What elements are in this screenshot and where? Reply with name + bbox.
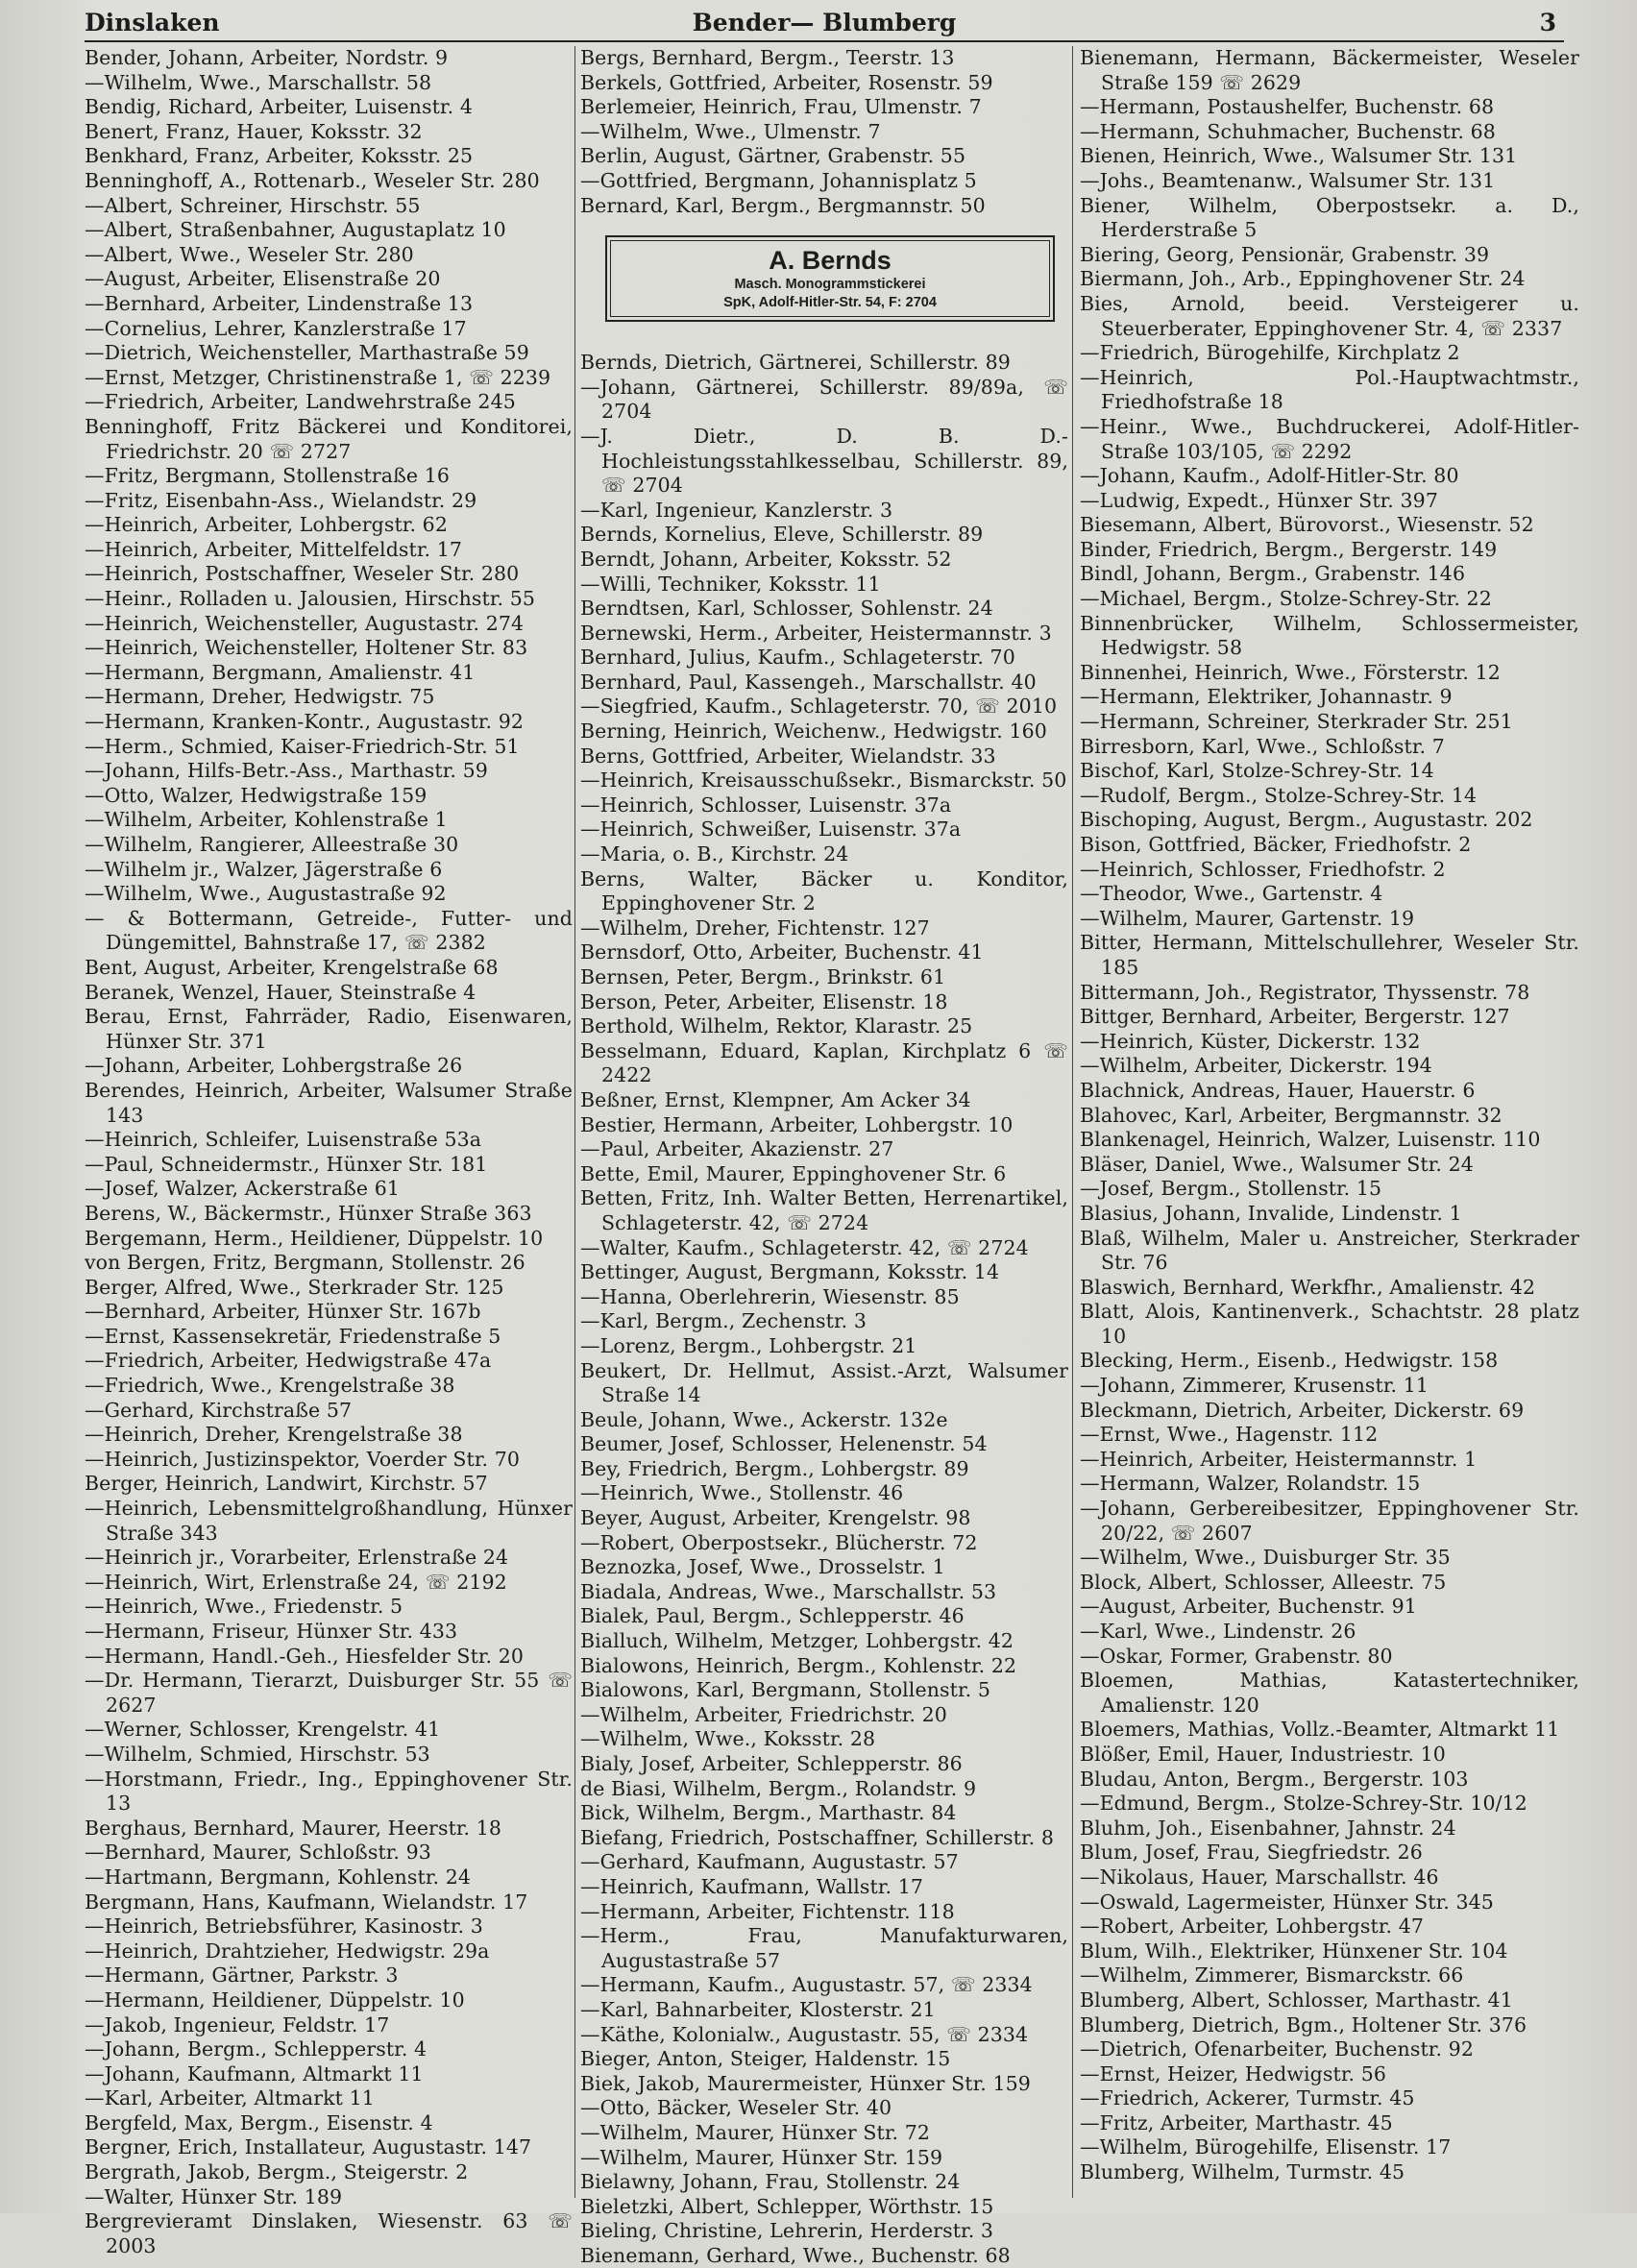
directory-entry: Bendig, Richard, Arbeiter, Luisenstr. 4 [85, 95, 473, 119]
directory-entry: Bluhm, Joh., Eisenbahner, Jahnstr. 24 [1080, 1816, 1456, 1840]
directory-entry: Bergrevieramt Dinslaken, Wiesenstr. 63 ☏ 2003 [85, 2209, 573, 2257]
directory-entry: —Hermann, Schuhmacher, Buchenstr. 68 [1080, 119, 1496, 143]
directory-entry: —Dr. Hermann, Tierarzt, Duisburger Str. 55 ☏ 2627 [85, 1669, 573, 1717]
directory-entry: —Wilhelm, Arbeiter, Dickerstr. 194 [1080, 1054, 1432, 1078]
directory-entry: Benninghoff, A., Rottenarb., Weseler Str. 280 [85, 168, 540, 192]
directory-column-3 [1080, 46, 1579, 2198]
directory-entry: —Karl, Bahnarbeiter, Klosterstr. 21 [580, 1997, 936, 2021]
directory-entry: —Heinrich, Schweißer, Luisenstr. 37a [580, 817, 962, 841]
directory-entry: —Werner, Schlosser, Krengelstr. 41 [85, 1718, 441, 1742]
directory-entry: Bernds, Dietrich, Gärtnerei, Schillerstr. 89 [580, 351, 1011, 375]
directory-entry: —J. Dietr., D. B. D.-Hochleistungsstahlkesselbau, Schillerstr. 89, ☏ 2704 [580, 424, 1068, 498]
directory-entry: —Ernst, Heizer, Hedwigstr. 56 [1080, 2061, 1387, 2085]
directory-entry: —Hermann, Dreher, Hedwigstr. 75 [85, 685, 435, 709]
directory-entry: —Bernhard, Arbeiter, Lindenstraße 13 [85, 291, 474, 315]
directory-entry: —Heinrich, Arbeiter, Heistermannstr. 1 [1080, 1447, 1478, 1471]
directory-entry: —Heinrich, Weichensteller, Holtener Str. 83 [85, 636, 528, 660]
directory-entry: —Wilhelm, Arbeiter, Kohlenstraße 1 [85, 808, 448, 832]
directory-entry: —Otto, Walzer, Hedwigstraße 159 [85, 783, 428, 807]
directory-entry: —Heinrich, Schlosser, Friedhofstr. 2 [1080, 857, 1446, 881]
directory-entry: Bergemann, Herm., Heildiener, Düppelstr. 10 [85, 1226, 544, 1250]
directory-entry: —Heinrich, Pol.-Hauptwachtmstr., Friedhofstraße 18 [1080, 365, 1579, 414]
directory-entry: Bernhard, Julius, Kaufm., Schlageterstr. 70 [580, 646, 1015, 670]
directory-entry: Blum, Wilh., Elektriker, Hünxener Str. 104 [1080, 1939, 1508, 1963]
directory-entry: Beumer, Josef, Schlosser, Helenenstr. 54 [580, 1432, 988, 1456]
directory-entry: —Hermann, Arbeiter, Fichtenstr. 118 [580, 1899, 955, 1923]
directory-entry: Bettinger, August, Bergmann, Koksstr. 14 [580, 1260, 1000, 1284]
directory-entry: —Heinrich, Wwe., Stollenstr. 46 [580, 1481, 904, 1505]
directory-entry: —Oskar, Former, Grabenstr. 80 [1080, 1644, 1393, 1668]
directory-entry: Bergmann, Hans, Kaufmann, Wielandstr. 17 [85, 1890, 528, 1914]
directory-entry: Blumberg, Albert, Schlosser, Marthastr. 41 [1080, 1988, 1513, 2012]
directory-entry: —Wilhelm, Arbeiter, Friedrichstr. 20 [580, 1702, 947, 1726]
directory-entry: Biadala, Andreas, Wwe., Marschallstr. 53 [580, 1579, 997, 1603]
directory-entry: Blasius, Johann, Invalide, Lindenstr. 1 [1080, 1201, 1462, 1225]
directory-entry: —Karl, Wwe., Lindenstr. 26 [1080, 1620, 1356, 1643]
directory-entry: Berghaus, Bernhard, Maurer, Heerstr. 18 [85, 1816, 502, 1840]
directory-entry: —Käthe, Kolonialw., Augustastr. 55, ☏ 2334 [580, 2022, 1029, 2046]
directory-entry: —Willi, Techniker, Koksstr. 11 [580, 572, 881, 596]
directory-entry: —Paul, Arbeiter, Akazienstr. 27 [580, 1137, 894, 1161]
directory-entry: Binder, Friedrich, Bergm., Bergerstr. 149 [1080, 537, 1498, 561]
directory-entry: Bernsen, Peter, Bergm., Brinkstr. 61 [580, 965, 946, 988]
directory-entry: —Friedrich, Arbeiter, Landwehrstraße 245 [85, 390, 516, 414]
directory-entry: Berns, Gottfried, Arbeiter, Wielandstr. 33 [580, 744, 996, 768]
directory-entry: —Heinrich, Lebensmittelgroßhandlung, Hünxer Straße 343 [85, 1497, 573, 1545]
directory-entry: —Heinrich, Wwe., Friedenstr. 5 [85, 1595, 403, 1619]
directory-entry: Binnenbrücker, Wilhelm, Schlossermeister, Hedwigstr. 58 [1080, 611, 1579, 660]
directory-entry: —Johann, Bergm., Schlepperstr. 4 [85, 2037, 428, 2061]
directory-entry: —Wilhelm, Maurer, Hünxer Str. 159 [580, 2145, 943, 2169]
directory-entry: —Walter, Kaufm., Schlageterstr. 42, ☏ 2724 [580, 1235, 1029, 1259]
directory-entry: Benninghoff, Fritz Bäckerei und Konditorei, Friedrichstr. 20 ☏ 2727 [85, 414, 573, 463]
directory-entry: —Heinrich, Kaufmann, Wallstr. 17 [580, 1874, 924, 1898]
directory-entry: Berau, Ernst, Fahrräder, Radio, Eisenwaren, Hünxer Str. 371 [85, 1005, 573, 1053]
directory-entry: —Heinrich, Wirt, Erlenstraße 24, ☏ 2192 [85, 1570, 507, 1594]
directory-entry: —Wilhelm, Wwe., Marschallstr. 58 [85, 70, 432, 94]
directory-entry: Binnenhei, Heinrich, Wwe., Försterstr. 12 [1080, 660, 1501, 684]
directory-entry: von Bergen, Fritz, Bergmann, Stollenstr. 26 [85, 1251, 525, 1275]
directory-entry: Beznozka, Josef, Wwe., Drosselstr. 1 [580, 1555, 945, 1579]
directory-entry: —Edmund, Bergm., Stolze-Schrey-Str. 10/12 [1080, 1792, 1527, 1816]
directory-entry: —Wilhelm, Wwe., Koksstr. 28 [580, 1727, 876, 1751]
directory-entry: —Jakob, Ingenieur, Feldstr. 17 [85, 2012, 390, 2036]
directory-entry: —Wilhelm, Bürogehilfe, Elisenstr. 17 [1080, 2135, 1452, 2159]
directory-entry: —Heinrich, Drahtzieher, Hedwigstr. 29a [85, 1939, 490, 1963]
directory-entry: —Herm., Schmied, Kaiser-Friedrich-Str. 51 [85, 734, 520, 758]
directory-entry: —Bernhard, Arbeiter, Hünxer Str. 167b [85, 1300, 481, 1324]
directory-entry: —Karl, Arbeiter, Altmarkt 11 [85, 2086, 375, 2110]
directory-entry: Bieletzki, Albert, Schlepper, Wörthstr. 15 [580, 2194, 994, 2218]
directory-entry: —Heinrich, Küster, Dickerstr. 132 [1080, 1029, 1421, 1053]
directory-entry: —Friedrich, Wwe., Krengelstraße 38 [85, 1374, 455, 1398]
directory-entry: —Josef, Walzer, Ackerstraße 61 [85, 1177, 401, 1201]
directory-entry: Biener, Wilhelm, Oberpostsekr. a. D., Herderstraße 5 [1080, 193, 1579, 242]
directory-entry: —Heinrich, Arbeiter, Mittelfeldstr. 17 [85, 537, 463, 561]
directory-entry: Blankenagel, Heinrich, Walzer, Luisenstr. 110 [1080, 1128, 1541, 1152]
directory-entry: Bienen, Heinrich, Wwe., Walsumer Str. 131 [1080, 144, 1518, 168]
directory-entry: Berndtsen, Karl, Schlosser, Sohlenstr. 24 [580, 597, 993, 621]
directory-entry: Bischoping, August, Bergm., Augustastr. 202 [1080, 808, 1533, 832]
directory-entry: Berthold, Wilhelm, Rektor, Klarastr. 25 [580, 1014, 973, 1038]
directory-entry: Bergs, Bernhard, Bergm., Teerstr. 13 [580, 46, 955, 69]
column-rule [1072, 46, 1073, 2198]
directory-entry: —Hermann, Bergmann, Amalienstr. 41 [85, 660, 476, 684]
directory-entry: —Theodor, Wwe., Gartenstr. 4 [1080, 882, 1383, 906]
directory-entry: Bernhard, Paul, Kassengeh., Marschallstr. 40 [580, 670, 1037, 694]
directory-entry: Bialowons, Heinrich, Bergm., Kohlenstr. 22 [580, 1653, 1017, 1677]
directory-column-2 [580, 46, 1068, 2267]
directory-entry: —Ernst, Wwe., Hagenstr. 112 [1080, 1423, 1379, 1447]
directory-entry: —Robert, Arbeiter, Lohbergstr. 47 [1080, 1914, 1425, 1939]
directory-entry: Blum, Josef, Frau, Siegfriedstr. 26 [1080, 1841, 1423, 1865]
directory-entry: —Wilhelm, Maurer, Hünxer Str. 72 [580, 2120, 931, 2144]
directory-entry: —Hermann, Elektriker, Johannastr. 9 [1080, 685, 1453, 709]
directory-entry: Blößer, Emil, Hauer, Industriestr. 10 [1080, 1742, 1446, 1766]
directory-entry: —Heinrich, Betriebsführer, Kasinostr. 3 [85, 1914, 483, 1939]
directory-entry: Bialy, Josef, Arbeiter, Schlepperstr. 86 [580, 1752, 963, 1775]
directory-entry: —Albert, Straßenbahner, Augustaplatz 10 [85, 218, 506, 242]
directory-entry: Bernds, Kornelius, Eleve, Schillerstr. 89 [580, 523, 984, 547]
directory-entry: —Rudolf, Bergm., Stolze-Schrey-Str. 14 [1080, 783, 1478, 807]
directory-entry: Bender, Johann, Arbeiter, Nordstr. 9 [85, 46, 449, 69]
directory-entry: Berendes, Heinrich, Arbeiter, Walsumer Straße 143 [85, 1078, 573, 1127]
header-city: Dinslaken [85, 9, 220, 37]
directory-entry: Biesemann, Albert, Bürovorst., Wiesenstr. 52 [1080, 513, 1534, 537]
directory-entry: —Dietrich, Ofenarbeiter, Buchenstr. 92 [1080, 2037, 1474, 2061]
directory-entry: —Karl, Ingenieur, Kanzlerstr. 3 [580, 498, 893, 522]
directory-entry: Blecking, Herm., Eisenb., Hedwigstr. 158 [1080, 1349, 1499, 1373]
directory-entry: —Lorenz, Bergm., Lohbergstr. 21 [580, 1333, 917, 1357]
directory-entry: Bloemers, Mathias, Vollz.-Beamter, Altmarkt 11 [1080, 1718, 1560, 1742]
directory-entry: Bergner, Erich, Installateur, Augustastr. 147 [85, 2135, 532, 2159]
directory-entry: —Paul, Schneidermstr., Hünxer Str. 181 [85, 1152, 488, 1176]
directory-entry: —Dietrich, Weichensteller, Marthastraße 59 [85, 341, 529, 365]
directory-entry: —Karl, Bergm., Zechenstr. 3 [580, 1309, 867, 1333]
directory-entry: —Hermann, Kranken-Kontr., Augustastr. 92 [85, 710, 525, 734]
header-range: Bender— Blumberg [692, 9, 957, 37]
directory-entry: de Biasi, Wilhelm, Bergm., Rolandstr. 9 [580, 1776, 977, 1800]
directory-entry: —Heinrich, Schlosser, Luisenstr. 37a [580, 793, 952, 817]
directory-entry: —Heinr., Rolladen u. Jalousien, Hirschstr. 55 [85, 587, 536, 611]
directory-entry: Berning, Heinrich, Weichenw., Hedwigstr. 160 [580, 719, 1047, 744]
directory-entry: —Johs., Beamtenanw., Walsumer Str. 131 [1080, 168, 1496, 192]
directory-entry: —Gottfried, Bergmann, Johannisplatz 5 [580, 168, 977, 192]
ad-line-2: SpK, Adolf-Hitler-Str. 54, F: 2704 [723, 295, 937, 311]
directory-entry: —Wilhelm, Maurer, Gartenstr. 19 [1080, 906, 1415, 930]
page-header [85, 6, 1564, 42]
directory-entry: —Heinr., Wwe., Buchdruckerei, Adolf-Hitler-Straße 103/105, ☏ 2292 [1080, 414, 1579, 463]
directory-entry: Biering, Georg, Pensionär, Grabenstr. 39 [1080, 242, 1490, 266]
directory-entry: Bick, Wilhelm, Bergm., Marthastr. 84 [580, 1801, 957, 1825]
directory-entry: Bloemen, Mathias, Katastertechniker, Amalienstr. 120 [1080, 1669, 1579, 1717]
directory-entry: —Johann, Kaufmann, Altmarkt 11 [85, 2061, 424, 2085]
directory-entry: Benkhard, Franz, Arbeiter, Koksstr. 25 [85, 144, 474, 168]
directory-entry: —Hermann, Postaushelfer, Buchenstr. 68 [1080, 95, 1495, 119]
directory-entry: Berlin, August, Gärtner, Grabenstr. 55 [580, 144, 966, 168]
directory-entry: Bies, Arnold, beeid. Versteigerer u. Steuerberater, Eppinghovener Str. 4, ☏ 2337 [1080, 291, 1579, 340]
directory-entry: —Ludwig, Expedt., Hünxer Str. 397 [1080, 488, 1438, 512]
directory-entry: Beule, Johann, Wwe., Ackerstr. 132e [580, 1407, 948, 1431]
directory-entry: — & Bottermann, Getreide-, Futter- und Düngemittel, Bahnstraße 17, ☏ 2382 [85, 906, 573, 955]
directory-entry: —Fritz, Arbeiter, Marthastr. 45 [1080, 2110, 1393, 2134]
directory-entry: —Wilhelm, Schmied, Hirschstr. 53 [85, 1742, 430, 1766]
directory-entry: —Hermann, Walzer, Rolandstr. 15 [1080, 1472, 1421, 1496]
directory-entry: —Josef, Bergm., Stollenstr. 15 [1080, 1177, 1382, 1201]
directory-entry: Berkels, Gottfried, Arbeiter, Rosenstr. 59 [580, 70, 993, 94]
directory-entry: Bludau, Anton, Bergm., Bergerstr. 103 [1080, 1767, 1469, 1791]
directory-entry: Bergfeld, Max, Bergm., Eisenstr. 4 [85, 2110, 433, 2134]
directory-entry: —Heinrich, Justizinspektor, Voerder Str. 70 [85, 1447, 521, 1471]
directory-entry: Betten, Fritz, Inh. Walter Betten, Herrenartikel, Schlageterstr. 42, ☏ 2724 [580, 1186, 1068, 1234]
directory-entry: —Hermann, Kaufm., Augustastr. 57, ☏ 2334 [580, 1973, 1033, 1997]
directory-entry: Berger, Alfred, Wwe., Sterkrader Str. 125 [85, 1275, 504, 1299]
directory-entry: Berson, Peter, Arbeiter, Elisenstr. 18 [580, 989, 948, 1013]
directory-entry: Bläser, Daniel, Wwe., Walsumer Str. 24 [1080, 1152, 1474, 1176]
directory-entry: Blaswich, Bernhard, Werkfhr., Amalienstr. 42 [1080, 1275, 1536, 1299]
directory-entry: —Heinrich, Weichensteller, Augustastr. 274 [85, 611, 525, 635]
directory-entry: Beukert, Dr. Hellmut, Assist.-Arzt, Walsumer Straße 14 [580, 1358, 1068, 1407]
directory-entry: —Wilhelm, Zimmerer, Bismarckstr. 66 [1080, 1963, 1464, 1988]
directory-entry: Berger, Heinrich, Landwirt, Kirchstr. 57 [85, 1472, 488, 1496]
directory-entry: Berndt, Johann, Arbeiter, Koksstr. 52 [580, 547, 952, 571]
directory-entry: Bison, Gottfried, Bäcker, Friedhofstr. 2 [1080, 833, 1472, 856]
directory-entry: —Hermann, Schreiner, Sterkrader Str. 251 [1080, 710, 1513, 734]
directory-entry: Bitter, Hermann, Mittelschullehrer, Weseler Str. 185 [1080, 931, 1579, 979]
directory-entry: Bleckmann, Dietrich, Arbeiter, Dickerstr. 69 [1080, 1398, 1525, 1422]
directory-entry: —Albert, Wwe., Weseler Str. 280 [85, 242, 414, 266]
directory-entry: Bindl, Johann, Bergm., Grabenstr. 146 [1080, 562, 1466, 586]
directory-entry: —Albert, Schreiner, Hirschstr. 55 [85, 193, 421, 217]
directory-entry: —Herm., Frau, Manufakturwaren, Augustastraße 57 [580, 1924, 1068, 1972]
directory-entry: —Heinrich, Dreher, Krengelstraße 38 [85, 1423, 463, 1447]
directory-entry: Blahovec, Karl, Arbeiter, Bergmannstr. 32 [1080, 1103, 1503, 1127]
directory-entry: —Hermann, Friseur, Hünxer Str. 433 [85, 1620, 458, 1643]
directory-entry: —Johann, Gerbereibesitzer, Eppinghovener Str. 20/22, ☏ 2607 [1080, 1497, 1579, 1545]
directory-entry: Bieger, Anton, Steiger, Haldenstr. 15 [580, 2047, 951, 2071]
directory-entry: —Ernst, Kassensekretär, Friedenstraße 5 [85, 1324, 501, 1348]
directory-entry: —Siegfried, Kaufm., Schlageterstr. 70, ☏ 2010 [580, 695, 1058, 719]
directory-entry: —Michael, Bergm., Stolze-Schrey-Str. 22 [1080, 587, 1492, 611]
directory-entry: —Fritz, Eisenbahn-Ass., Wielandstr. 29 [85, 488, 477, 512]
directory-entry: —Friedrich, Ackerer, Turmstr. 45 [1080, 2086, 1415, 2110]
directory-entry: Biermann, Joh., Arb., Eppinghovener Str. 24 [1080, 267, 1526, 291]
directory-entry: —Robert, Oberpostsekr., Blücherstr. 72 [580, 1530, 978, 1554]
directory-entry: —Wilhelm jr., Walzer, Jägerstraße 6 [85, 857, 443, 881]
directory-entry: Bialowons, Karl, Bergmann, Stollenstr. 5 [580, 1678, 990, 1702]
directory-entry: —Friedrich, Bürogehilfe, Kirchplatz 2 [1080, 341, 1460, 365]
directory-entry: Blumberg, Dietrich, Bgm., Holtener Str. 376 [1080, 2012, 1527, 2036]
column-rule [574, 46, 575, 2198]
directory-entry: —Otto, Bäcker, Weseler Str. 40 [580, 2096, 892, 2120]
directory-entry: Blumberg, Wilhelm, Turmstr. 45 [1080, 2160, 1405, 2184]
directory-entry: —Horstmann, Friedr., Ing., Eppinghovener Str. 13 [85, 1767, 573, 1816]
directory-entry: —Wilhelm, Wwe., Augustastraße 92 [85, 882, 447, 906]
directory-entry: —Maria, o. B., Kirchstr. 24 [580, 842, 849, 866]
directory-entry: —Hermann, Handl.-Geh., Hiesfelder Str. 20 [85, 1644, 525, 1668]
directory-entry: Beyer, August, Arbeiter, Krengelstr. 98 [580, 1506, 971, 1530]
directory-entry: —Johann, Kaufm., Adolf-Hitler-Str. 80 [1080, 464, 1459, 488]
directory-entry: —Hermann, Heildiener, Düppelstr. 10 [85, 1988, 465, 2012]
directory-entry: —Wilhelm, Wwe., Ulmenstr. 7 [580, 119, 881, 143]
directory-entry: —Johann, Gärtnerei, Schillerstr. 89/89a, ☏ 2704 [580, 375, 1068, 424]
directory-entry: —Johann, Arbeiter, Lohbergstraße 26 [85, 1054, 463, 1078]
directory-entry: Bielawny, Johann, Frau, Stollenstr. 24 [580, 2170, 961, 2194]
ad-name: A. Bernds [769, 246, 892, 276]
directory-entry: Birresborn, Karl, Wwe., Schloßstr. 7 [1080, 734, 1445, 758]
directory-entry: Bischof, Karl, Stolze-Schrey-Str. 14 [1080, 759, 1434, 783]
directory-entry: Bergrath, Jakob, Bergm., Steigerstr. 2 [85, 2160, 469, 2184]
directory-entry: Bernsdorf, Otto, Arbeiter, Buchenstr. 41 [580, 940, 984, 964]
directory-entry: —Hartmann, Bergmann, Kohlenstr. 24 [85, 1865, 471, 1889]
directory-column-1 [85, 46, 573, 2257]
ad-line-1: Masch. Monogrammstickerei [734, 277, 926, 293]
directory-entry: Berns, Walter, Bäcker u. Konditor, Eppinghovener Str. 2 [580, 866, 1068, 915]
directory-entry: Berens, W., Bäckermstr., Hünxer Straße 363 [85, 1201, 532, 1225]
directory-entry: Bittger, Bernhard, Arbeiter, Bergerstr. 127 [1080, 1005, 1510, 1029]
directory-entry: —Johann, Zimmerer, Krusenstr. 11 [1080, 1374, 1429, 1398]
directory-entry: Bienemann, Hermann, Bäckermeister, Weseler Straße 159 ☏ 2629 [1080, 46, 1579, 94]
directory-entry: Bieling, Christine, Lehrerin, Herderstr. 3 [580, 2219, 994, 2243]
directory-entry: —August, Arbeiter, Elisenstraße 20 [85, 267, 441, 291]
directory-entry: Block, Albert, Schlosser, Alleestr. 75 [1080, 1570, 1447, 1594]
directory-entry: Bialek, Paul, Bergm., Schlepperstr. 46 [580, 1604, 965, 1628]
directory-entry: Bent, August, Arbeiter, Krengelstraße 68 [85, 955, 499, 979]
directory-entry: —Johann, Hilfs-Betr.-Ass., Marthastr. 59 [85, 759, 488, 783]
directory-entry: —Heinrich, Arbeiter, Lohbergstr. 62 [85, 513, 448, 537]
directory-entry: Bialluch, Wilhelm, Metzger, Lohbergstr. 42 [580, 1629, 1014, 1653]
directory-entry: Bernewski, Herm., Arbeiter, Heistermannstr. 3 [580, 621, 1052, 645]
directory-entry: Benert, Franz, Hauer, Koksstr. 32 [85, 119, 423, 143]
directory-entry: —August, Arbeiter, Buchenstr. 91 [1080, 1595, 1417, 1619]
directory-entry: Bienemann, Gerhard, Wwe., Buchenstr. 68 [580, 2243, 1011, 2267]
directory-entry: Beranek, Wenzel, Hauer, Steinstraße 4 [85, 980, 476, 1004]
directory-entry: —Heinrich, Postschaffner, Weseler Str. 280 [85, 562, 520, 586]
directory-entry: Bette, Emil, Maurer, Eppinghovener Str. 6 [580, 1161, 1007, 1185]
directory-entry: Bittermann, Joh., Registrator, Thyssenstr. 78 [1080, 980, 1530, 1004]
directory-entry: Besselmann, Eduard, Kaplan, Kirchplatz 6 ☏ 2422 [580, 1038, 1068, 1087]
directory-entry: —Ernst, Metzger, Christinenstraße 1, ☏ 2239 [85, 365, 551, 389]
directory-entry: —Gerhard, Kaufmann, Augustastr. 57 [580, 1850, 959, 1874]
directory-entry: —Hanna, Oberlehrerin, Wiesenstr. 85 [580, 1284, 960, 1308]
directory-entry: —Cornelius, Lehrer, Kanzlerstraße 17 [85, 316, 467, 340]
directory-entry: —Heinrich, Schleifer, Luisenstraße 53a [85, 1128, 482, 1152]
directory-entry: —Oswald, Lagermeister, Hünxer Str. 345 [1080, 1890, 1494, 1914]
directory-entry: —Wilhelm, Rangierer, Alleestraße 30 [85, 833, 459, 856]
directory-entry: Bestier, Hermann, Arbeiter, Lohbergstr. 10 [580, 1112, 1014, 1136]
directory-entry: —Bernhard, Maurer, Schloßstr. 93 [85, 1841, 431, 1865]
directory-entry: —Walter, Hünxer Str. 189 [85, 2184, 343, 2208]
directory-entry: Blatt, Alois, Kantinenverk., Schachtstr. 28 platz 10 [1080, 1300, 1579, 1348]
directory-entry: Berlemeier, Heinrich, Frau, Ulmenstr. 7 [580, 95, 982, 119]
bernds-advertisement [605, 235, 1055, 322]
directory-entry: —Wilhelm, Dreher, Fichtenstr. 127 [580, 915, 930, 939]
directory-entry: —Heinrich jr., Vorarbeiter, Erlenstraße 24 [85, 1546, 509, 1570]
directory-entry: Blaß, Wilhelm, Maler u. Anstreicher, Sterkrader Str. 76 [1080, 1226, 1579, 1275]
directory-entry: —Gerhard, Kirchstraße 57 [85, 1398, 353, 1422]
directory-entry: Blachnick, Andreas, Hauer, Hauerstr. 6 [1080, 1078, 1476, 1102]
directory-entry: Beßner, Ernst, Klempner, Am Acker 34 [580, 1087, 971, 1111]
directory-entry: —Fritz, Bergmann, Stollenstraße 16 [85, 464, 451, 488]
directory-entry: Bernard, Karl, Bergm., Bergmannstr. 50 [580, 193, 986, 217]
directory-entry: —Hermann, Gärtner, Parkstr. 3 [85, 1963, 399, 1988]
directory-entry: Biefang, Friedrich, Postschaffner, Schillerstr. 8 [580, 1825, 1055, 1849]
directory-entry: —Wilhelm, Wwe., Duisburger Str. 35 [1080, 1546, 1451, 1570]
directory-entry: Biek, Jakob, Maurermeister, Hünxer Str. 159 [580, 2071, 1031, 2095]
directory-entry: —Friedrich, Arbeiter, Hedwigstraße 47a [85, 1349, 492, 1373]
page-number: 3 [1539, 9, 1556, 37]
directory-entry: Bey, Friedrich, Bergm., Lohbergstr. 89 [580, 1456, 969, 1480]
directory-entry: —Nikolaus, Hauer, Marschallstr. 46 [1080, 1865, 1439, 1889]
directory-entry: —Heinrich, Kreisausschußsekr., Bismarckstr. 50 [580, 768, 1067, 793]
